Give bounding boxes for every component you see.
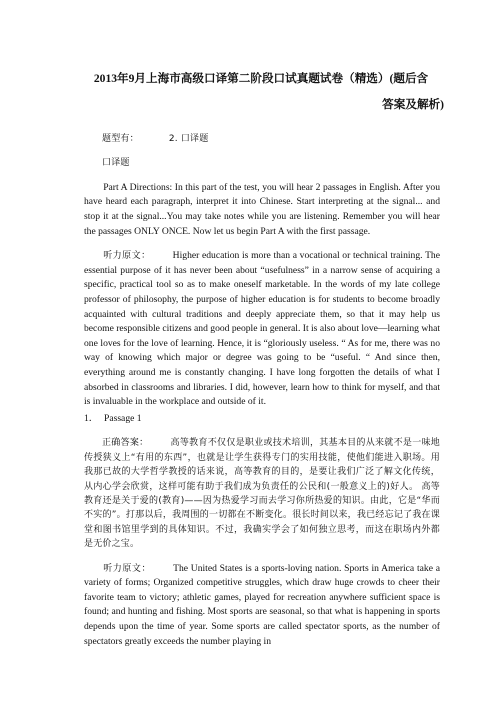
answer-body: 高等教育不仅仅是职业或技术培训，其基本目的从来就不是一味地传授狭义上“有用的东西”，也就是让学生获得专门的实用技能，使他们能进入职场。用我那已故的大学哲学教授的话来说，高等教育的目的，是要让我们广泛了解文化传统，从内心学会欣赏，这样可能有助于我们成为负责任的公民和(一般意义上的)好人。 高等教育还是关于爱的(教育)——因为热爱学习而去学习你所热爱的知识。由此，它是“华而不实的”。打那以后，我周围的一切都在不断变化。很长时间以来，我已经忘记了我在课堂和图书馆里学到的具体知识。不过，我确实学会了如何独立思考，而这在职场内外都是无价之宝。 (84, 438, 440, 550)
question-type (84, 132, 440, 146)
answer-label: 正确答案： (102, 438, 149, 449)
listening-text-1 (84, 249, 440, 410)
section-heading: 口译题 (102, 158, 130, 169)
listening-label-2: 听力原文： (103, 563, 152, 574)
title-line-1: 2013年9月上海市高级口译第二阶段口试真题试卷（精选）(题后含 (93, 72, 429, 85)
question-type-label: 题型有： (102, 134, 139, 144)
document-title (70, 66, 452, 118)
question-type-value: 2. 口译题 (168, 134, 209, 144)
title-line-2: 答案及解析) (382, 98, 444, 111)
listening-label-1: 听力原文： (103, 251, 151, 262)
part-a-directions: Part A Directions: In this part of the test, you will hear 2 passages in English. After you have heard each paragraph, interpret it into Chinese. Start interpreting at the signal... and stop it at the signal...You may take notes while you are listening. Remember you will hear the passages ONLY ONCE. Now let us begin Part A with the first passage. (84, 181, 440, 237)
passage-item-1 (84, 412, 440, 427)
item-number: 1． (84, 412, 99, 424)
listening-body-1: Higher education is more than a vocational or technical training. The essential purpose of it has never been about “usefulness” in a narrow sense of acquiring a specific, practical tool so as to make oneself marketable. In the words of my late college professor of philosophy, the purpose of higher education is for students to become broadly acquainted with cultural traditions and deeply appreciate them, so that it may help us become responsible citizens and good people in general. It is also about love—learning what one loves for the love of learning. Hence, it is “gloriously useless. “ As for me, there was no way of knowing which major or degree was going to be “useful. “ And since then, everything around me is constantly changing. I have long forgotten the details of what I absorbed in classrooms and libraries. I did, however, learn how to think for myself, and that is invaluable in the workplace and outside of it. (84, 250, 440, 408)
answer-block (84, 436, 440, 551)
listening-text-2 (84, 562, 440, 650)
listening-body-2: The United States is a sports-loving nation. Sports in America take a variety of forms; Organized competitive struggles, which draw huge crowds to cheer their favorite team to victory; athletic games, played for recreation anywhere sufficient space is found; and hunting and fishing. Most sports are seasonal, so that what is happening in sports depends upon the time of year. Some sports are called spectator sports, as the number of spectators greatly exceeds the number playing in (84, 562, 440, 647)
item-label: Passage 1 (104, 412, 142, 424)
